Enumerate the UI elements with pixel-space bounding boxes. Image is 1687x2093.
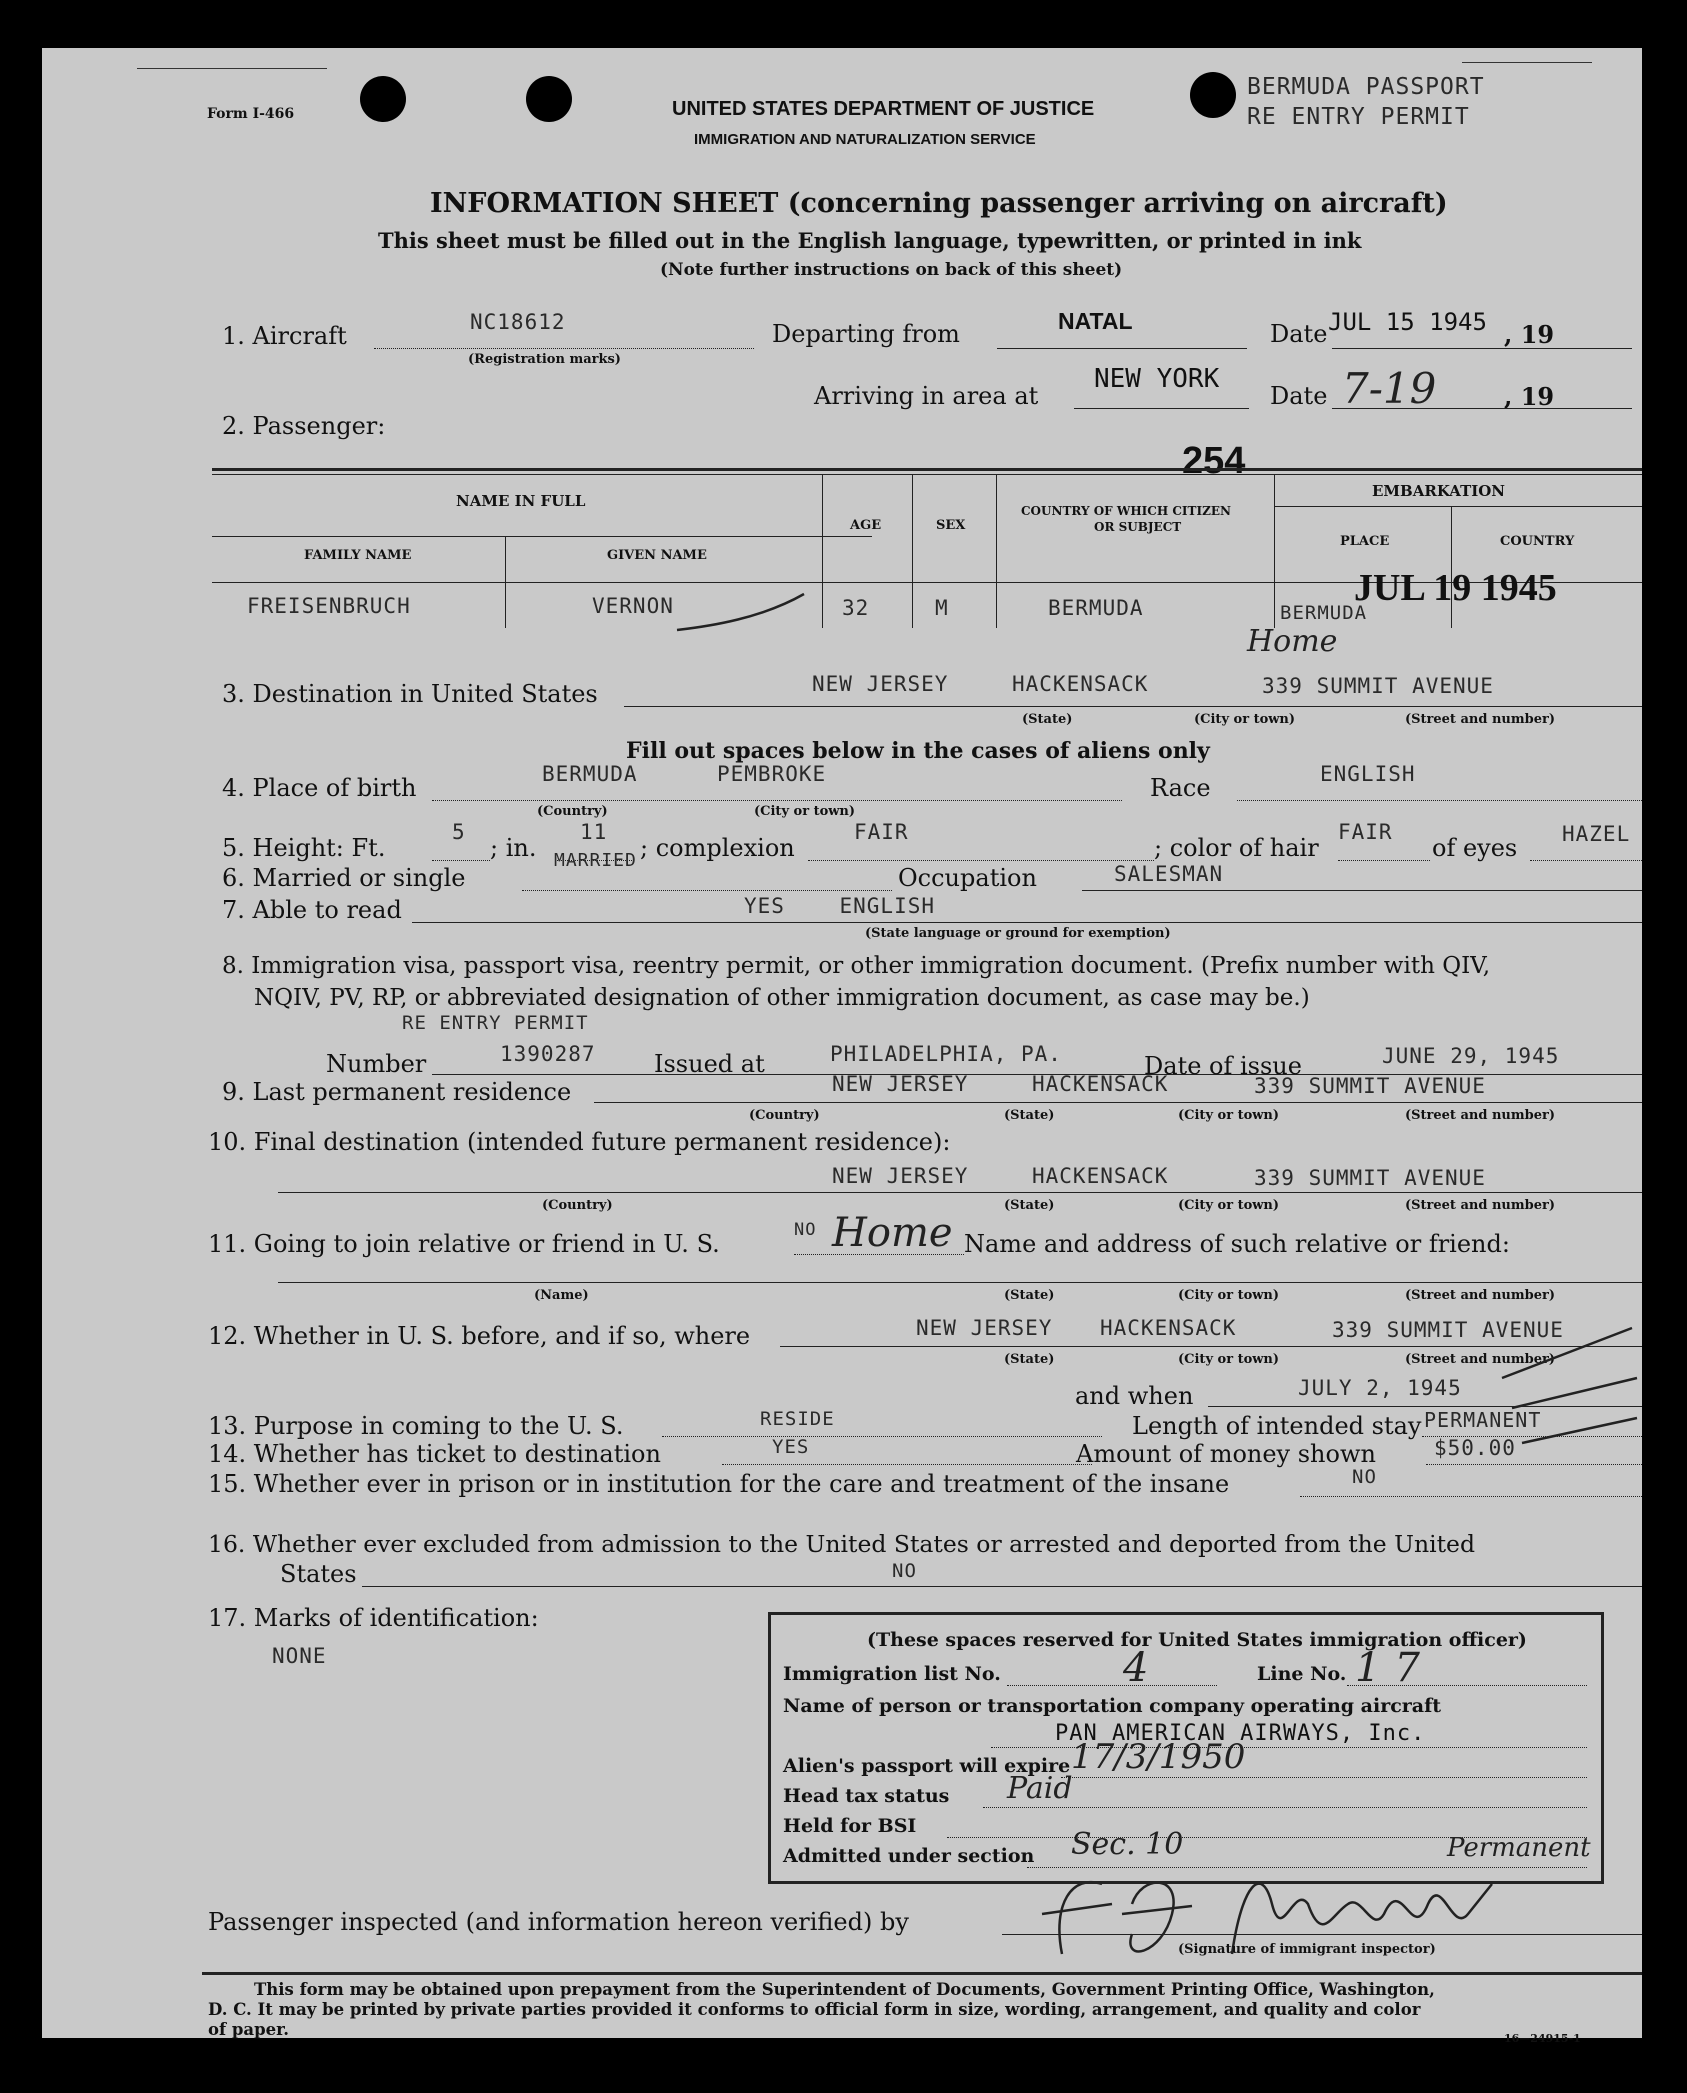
final-cap-country: (Country) <box>542 1198 613 1213</box>
residence-cap-country: (Country) <box>749 1108 820 1123</box>
col-embarkation: EMBARKATION <box>1372 482 1506 500</box>
visa-date: JUNE 29, 1945 <box>1382 1044 1560 1068</box>
passenger-label: 2. Passenger: <box>222 412 386 440</box>
col-country: COUNTRY <box>1500 534 1575 549</box>
department-title: UNITED STATES DEPARTMENT OF JUSTICE <box>672 98 1095 120</box>
instruction: This sheet must be filled out in the English language, typewritten, or printed in ink <box>378 228 1362 253</box>
marital-value: MARRIED <box>554 850 637 871</box>
arrival-year-label: , 19 <box>1504 382 1555 411</box>
final-destination-label: 10. Final destination (intended future permanent residence): <box>208 1128 951 1156</box>
final-destination-street: 339 SUMMIT AVENUE <box>1254 1166 1486 1190</box>
join-name-label: Name and address of such relative or friend: <box>964 1230 1510 1258</box>
top-note-line1: BERMUDA PASSPORT <box>1247 74 1485 100</box>
marks-label: 17. Marks of identification: <box>208 1604 539 1632</box>
race-value: ENGLISH <box>1320 762 1416 786</box>
join-cap-name: (Name) <box>534 1288 589 1303</box>
officer-heading: (These spaces reserved for United States immigration officer) <box>867 1629 1527 1651</box>
form-number: Form I-466 <box>207 106 295 122</box>
tax-label: Head tax status <box>783 1785 950 1807</box>
before-city: HACKENSACK <box>1100 1316 1237 1340</box>
inspection-caption: (Signature of immigrant inspector) <box>1178 1942 1436 1957</box>
final-cap-state: (State) <box>1004 1198 1055 1213</box>
occupation-label: Occupation <box>898 864 1037 892</box>
final-cap-street: (Street and number) <box>1405 1198 1555 1213</box>
before-state: NEW JERSEY <box>916 1316 1053 1340</box>
aircraft-label: 1. Aircraft <box>222 322 347 350</box>
before-street: 339 SUMMIT AVENUE <box>1332 1318 1564 1342</box>
read-label: 7. Able to read <box>222 896 402 924</box>
purpose-value: RESIDE <box>760 1408 835 1430</box>
arriving-value: NEW YORK <box>1094 364 1220 394</box>
prison-label: 15. Whether ever in prison or in institution for the care and treatment of the insane <box>208 1470 1230 1498</box>
col-place: PLACE <box>1340 534 1390 549</box>
race-label: Race <box>1150 774 1211 802</box>
list-no-value: 4 <box>1123 1645 1149 1691</box>
sex: M <box>935 596 949 620</box>
punch-hole-1 <box>360 76 406 122</box>
instruction-note: (Note further instructions on back of this sheet) <box>660 260 1123 280</box>
departure-year-label: , 19 <box>1504 320 1555 349</box>
section-value: Sec. 10 <box>1071 1827 1184 1862</box>
birth-city: PEMBROKE <box>717 762 827 786</box>
departure-date-label: Date <box>1270 320 1328 348</box>
arrival-date-label: Date <box>1270 382 1328 410</box>
join-label: 11. Going to join relative or friend in U. S. <box>208 1230 720 1258</box>
visa-date-label: Date of issue <box>1144 1052 1302 1080</box>
departing-value: NATAL <box>1058 308 1133 334</box>
aircraft-value: NC18612 <box>470 310 566 334</box>
before-cap-city: (City or town) <box>1178 1352 1280 1367</box>
marital-label: 6. Married or single <box>222 864 466 892</box>
birth-cap-country: (Country) <box>537 804 608 819</box>
ticket-value: YES <box>772 1436 810 1458</box>
complexion-value: FAIR <box>854 820 909 844</box>
company-label: Name of person or transportation company operating aircraft <box>783 1695 1442 1717</box>
height-in: 11 <box>580 820 608 844</box>
residence-cap-street: (Street and number) <box>1405 1108 1555 1123</box>
family-name: FREISENBRUCH <box>247 594 411 618</box>
passport-value: 17/3/1950 <box>1071 1737 1246 1777</box>
inspection-label: Passenger inspected (and information hereon verified) by <box>208 1908 909 1936</box>
destination-cap-street: (Street and number) <box>1405 712 1555 727</box>
final-destination-city: HACKENSACK <box>1032 1164 1169 1188</box>
hair-value: FAIR <box>1338 820 1393 844</box>
registration-caption: (Registration marks) <box>468 352 621 367</box>
inspector-signature <box>1032 1844 1502 1984</box>
embark-date-stamp: JUL 19 1945 <box>1354 567 1557 609</box>
embark-place: BERMUDA <box>1280 602 1368 624</box>
join-cap-city: (City or town) <box>1178 1288 1280 1303</box>
marks-value: NONE <box>272 1644 327 1668</box>
eyes-label: of eyes <box>1432 834 1518 862</box>
stay-value: PERMANENT <box>1424 1408 1542 1432</box>
join-cap-state: (State) <box>1004 1288 1055 1303</box>
col-given-name: GIVEN NAME <box>607 548 707 563</box>
height-ft: 5 <box>452 820 466 844</box>
visa-document-type: RE ENTRY PERMIT <box>402 1012 589 1034</box>
bsi-label: Held for BSI <box>783 1815 917 1837</box>
passport-label: Alien's passport will expire <box>783 1755 1071 1777</box>
age: 32 <box>842 596 870 620</box>
money-value: $50.00 <box>1434 1436 1516 1460</box>
before-when-label: and when <box>1075 1382 1194 1410</box>
birth-cap-city: (City or town) <box>754 804 856 819</box>
join-value: NO <box>794 1220 817 1240</box>
stay-label: Length of intended stay <box>1132 1412 1422 1440</box>
birth-label: 4. Place of birth <box>222 774 417 802</box>
final-destination-state: NEW JERSEY <box>832 1164 969 1188</box>
destination-label: 3. Destination in United States <box>222 680 598 708</box>
residence-cap-city: (City or town) <box>1178 1108 1280 1123</box>
footer-line1: This form may be obtained upon prepayment from the Superintendent of Documents, Government Printing Office, Washington, <box>254 1980 1435 1999</box>
read-value: YES ENGLISH <box>744 894 936 918</box>
join-cap-street: (Street and number) <box>1405 1288 1555 1303</box>
aliens-heading: Fill out spaces below in the cases of aliens only <box>626 738 1210 764</box>
height-in-label: ; in. <box>490 834 537 862</box>
residence-street: 339 SUMMIT AVENUE <box>1254 1074 1486 1098</box>
join-handwritten: Home <box>832 1210 953 1256</box>
page-title: INFORMATION SHEET (concerning passenger arriving on aircraft) <box>430 188 1448 219</box>
destination-city: HACKENSACK <box>1012 672 1149 696</box>
footer-line2: D. C. It may be printed by private parties provided it conforms to official form in size, wording, arrangement, and quality and color <box>208 2000 1421 2019</box>
ticket-label: 14. Whether has ticket to destination <box>208 1440 661 1468</box>
destination-cap-state: (State) <box>1022 712 1073 727</box>
before-cap-street: (Street and number) <box>1405 1352 1555 1367</box>
list-no-label: Immigration list No. <box>783 1663 1001 1685</box>
footer-code: 16—24915-1 <box>1504 2032 1581 2045</box>
destination-handwritten: Home <box>1247 624 1338 659</box>
punch-hole-2 <box>526 76 572 122</box>
given-name: VERNON <box>592 594 674 618</box>
checkmark-mark <box>672 588 812 638</box>
height-label: 5. Height: Ft. <box>222 834 386 862</box>
excluded-value: NO <box>892 1560 917 1582</box>
footer-line3: of paper. <box>208 2020 290 2039</box>
tax-value: Paid <box>1007 1771 1073 1806</box>
section-label: Admitted under section <box>783 1845 1035 1867</box>
eyes-value: HAZEL <box>1562 822 1631 846</box>
arriving-label: Arriving in area at <box>814 382 1039 410</box>
col-family-name: FAMILY NAME <box>304 548 412 563</box>
money-label: Amount of money shown <box>1076 1440 1376 1468</box>
occupation-value: SALESMAN <box>1114 862 1224 886</box>
line-no-label: Line No. <box>1257 1663 1347 1685</box>
visa-issued-label: Issued at <box>654 1050 765 1078</box>
arrival-date: 7-19 <box>1342 364 1437 413</box>
birth-country: BERMUDA <box>542 762 638 786</box>
excluded-line2: States <box>280 1560 357 1588</box>
citizen-country: BERMUDA <box>1048 596 1144 620</box>
before-label: 12. Whether in U. S. before, and if so, where <box>208 1322 751 1350</box>
visa-number-label: Number <box>326 1050 427 1078</box>
punch-hole-3 <box>1190 72 1236 118</box>
before-cap-state: (State) <box>1004 1352 1055 1367</box>
visa-line1: 8. Immigration visa, passport visa, reentry permit, or other immigration document. (Prefix number with QIV, <box>222 953 1491 979</box>
passenger-stamp-number: 254 <box>1182 440 1246 482</box>
line-no-value: 17 <box>1355 1645 1434 1691</box>
top-note-line2: RE ENTRY PERMIT <box>1247 104 1470 130</box>
residence-cap-state: (State) <box>1004 1108 1055 1123</box>
excluded-line1: 16. Whether ever excluded from admission to the United States or arrested and deported from the United <box>208 1530 1476 1558</box>
departure-date: JUL 15 1945 <box>1328 308 1487 336</box>
service-title: IMMIGRATION AND NATURALIZATION SERVICE <box>694 131 1036 148</box>
permanent-value: Permanent <box>1447 1833 1591 1863</box>
col-country-line1: COUNTRY OF WHICH CITIZEN <box>1021 504 1231 518</box>
destination-state: NEW JERSEY <box>812 672 949 696</box>
prison-value: NO <box>1352 1466 1377 1488</box>
destination-street: 339 SUMMIT AVENUE <box>1262 674 1494 698</box>
visa-number: 1390287 <box>500 1042 596 1066</box>
col-name-in-full: NAME IN FULL <box>456 492 586 510</box>
read-caption: (State language or ground for exemption) <box>865 926 1171 941</box>
before-when: JULY 2, 1945 <box>1298 1376 1462 1400</box>
visa-line2: NQIV, PV, RP, or abbreviated designation of other immigration document, as case may be.) <box>254 985 1310 1011</box>
departing-label: Departing from <box>772 320 960 348</box>
destination-cap-city: (City or town) <box>1194 712 1296 727</box>
col-sex: SEX <box>936 518 966 533</box>
form-sheet <box>42 48 1642 2045</box>
residence-state: NEW JERSEY <box>832 1072 969 1096</box>
purpose-label: 13. Purpose in coming to the U. S. <box>208 1412 624 1440</box>
col-country-line2: OR SUBJECT <box>1094 520 1182 534</box>
complexion-label: ; complexion <box>640 834 795 862</box>
company-value: PAN AMERICAN AIRWAYS, Inc. <box>1055 1721 1426 1746</box>
col-age: AGE <box>850 518 882 533</box>
final-cap-city: (City or town) <box>1178 1198 1280 1213</box>
hair-label: ; color of hair <box>1154 834 1319 862</box>
visa-issued-at: PHILADELPHIA, PA. <box>830 1042 1062 1066</box>
residence-city: HACKENSACK <box>1032 1072 1169 1096</box>
residence-label: 9. Last permanent residence <box>222 1078 572 1106</box>
